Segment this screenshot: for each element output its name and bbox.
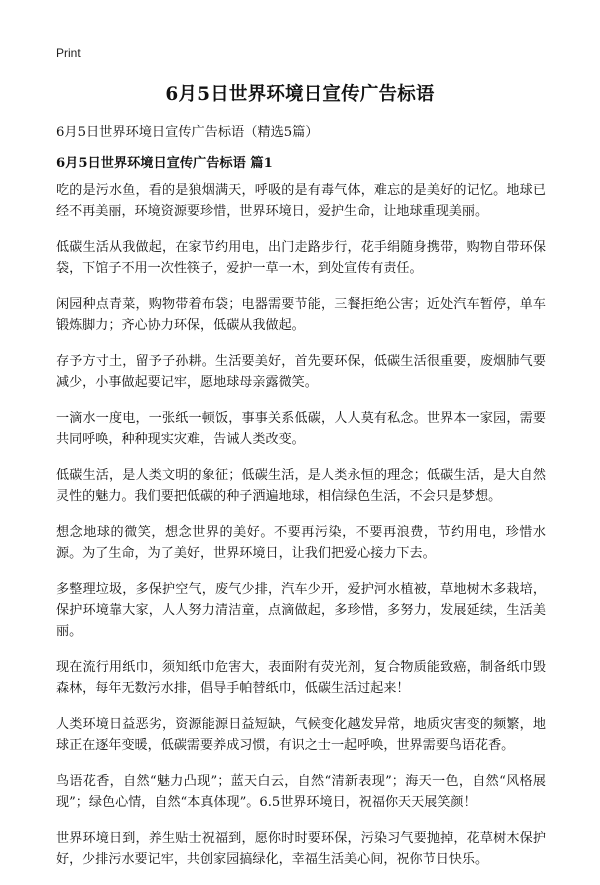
paragraph: 低碳生活，是人类文明的象征；低碳生活，是人类永恒的理念；低碳生活，是大自然灵性的魅力。我们要把低碳的种子洒遍地球，相信绿色生活，不会只是梦想。: [56, 468, 546, 504]
paragraph: 吃的是污水鱼，看的是狼烟满天，呼吸的是有毒气体，难忘的是美好的记忆。地球已经不再美丽，环境资源要珍惜，世界环境日，爱护生命，让地球重现美丽。: [56, 183, 546, 219]
paragraph: 人类环境日益恶劣，资源能源日益短缺，气候变化越发异常，地质灾害变的频繁，地球正在逐年变暖，低碳需要养成习惯，有识之士一起呼唤，世界需要鸟语花香。: [56, 717, 546, 753]
paragraph: 多整理垃圾，多保护空气，废气少排，汽车少开，爱护河水植被，草地树木多栽培，保护环境靠大家，人人努力清洁童，点滴做起，多珍惜，多努力，发展延续，生活美丽。: [56, 582, 546, 639]
paragraph: 世界环境日到，养生贴士祝福到，愿你时时要环保，污染习气要抛掉，花草树木保护好，少排污水要记牢，共创家园搞绿化，幸福生活美心间，祝你节日快乐。: [56, 831, 546, 867]
article-body: [56, 180, 546, 885]
paragraph: 闲园种点青菜，购物带着布袋；电器需要节能，三餐拒绝公害；近处汽车暂停，单车锻炼脚力；齐心协力环保，低碳从我做起。: [56, 297, 546, 333]
paragraph: 想念地球的微笑，想念世界的美好。不要再污染，不要再浪费，节约用电，珍惜水源。为了生命，为了美好，世界环境日，让我们把爱心接力下去。: [56, 525, 546, 561]
section-heading: 6月5日世界环境日宣传广告标语 篇1: [56, 156, 273, 171]
page-title: 6月5日世界环境日宣传广告标语: [165, 84, 435, 105]
paragraph: 一滴水一度电，一张纸一顿饭，事事关系低碳，人人莫有私念。世界本一家园，需要共同呼唤，种种现实灾难，告诫人类改变。: [56, 411, 546, 447]
print-link[interactable]: Print: [56, 46, 81, 60]
paragraph: 存予方寸土，留予子孙耕。生活要美好，首先要环保，低碳生活很重要，废烟肺气要减少，小事做起要记牢，愿地球母亲露微笑。: [56, 354, 546, 390]
page-subtitle: 6月5日世界环境日宣传广告标语（精选5篇）: [56, 125, 319, 140]
paragraph: 鸟语花香，自然“魅力凸现”；蓝天白云，自然“清新表现”；海天一色，自然“风格展现”；绿色心情，自然“本真体现”。6.5世界环境日，祝福你天天展笑颜！: [56, 774, 546, 810]
paragraph: 现在流行用纸巾，须知纸巾危害大，表面附有荧光剂，复合物质能致癌，制备纸巾毁森林，每年无数污水排，倡导手帕替纸巾，低碳生活过起来！: [56, 660, 546, 696]
paragraph: 低碳生活从我做起，在家节约用电，出门走路步行，花手绢随身携带，购物自带环保袋，下馆子不用一次性筷子，爱护一草一木，到处宣传有责任。: [56, 240, 546, 276]
